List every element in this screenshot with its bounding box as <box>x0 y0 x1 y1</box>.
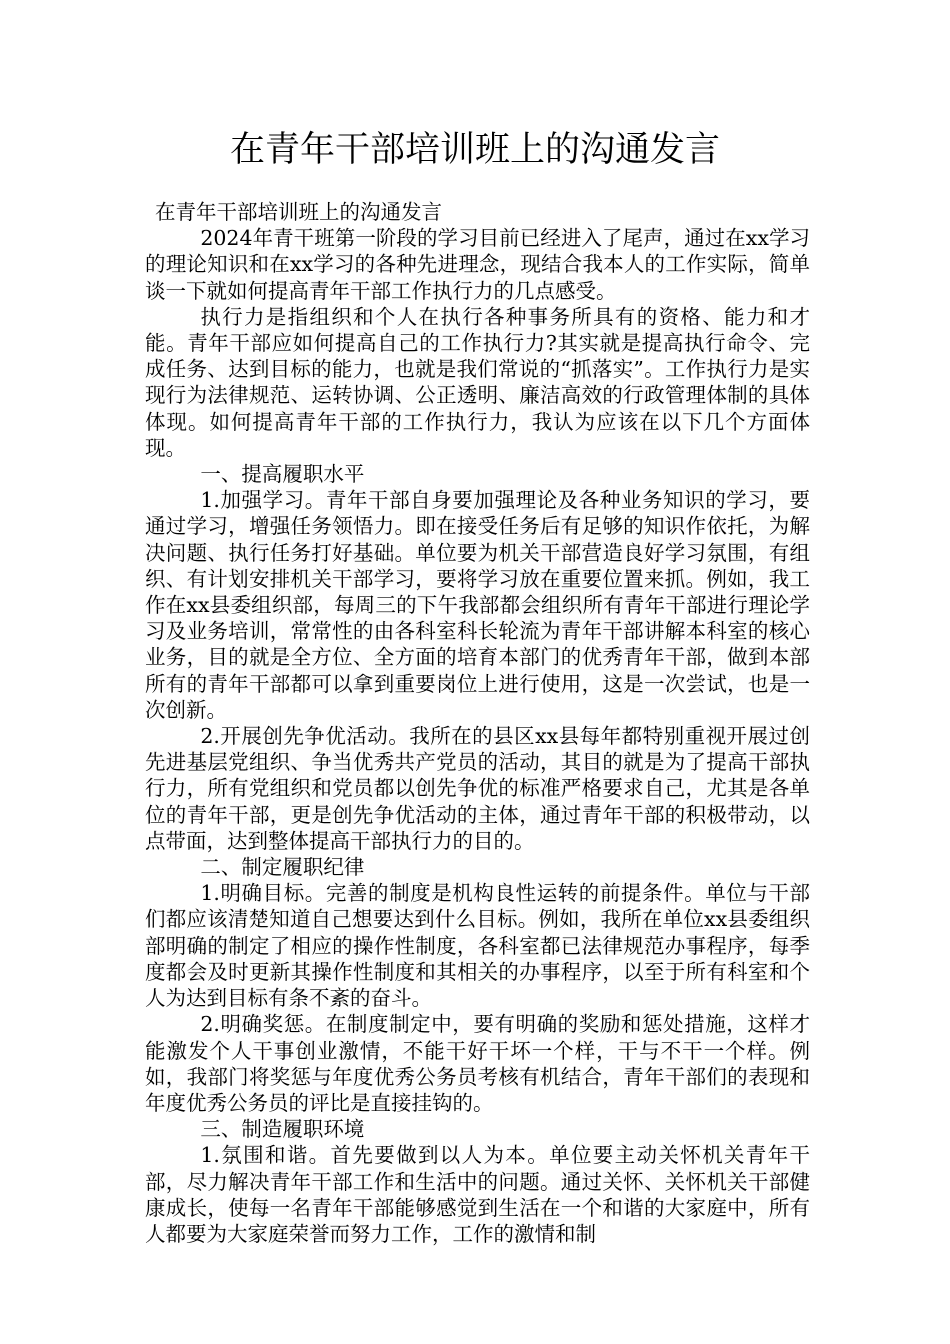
paragraph-harmonious-atmosphere: 1.氛围和谐。首先要做到以人为本。单位要主动关怀机关青年干部，尽力解决青年干部工作和生活中的问题。通过关怀、关怀机关干部健康成长，使每一名青年干部能够感觉到生活在一个和谐的大家庭中，所有人都要为大家庭荣誉而努力工作，工作的激情和制 <box>145 1143 810 1246</box>
section-heading-2: 二、制定履职纪律 <box>200 855 365 880</box>
paragraph-intro: 2024年青干班第一阶段的学习目前已经进入了尾声，通过在xx学习的理论知识和在xx学习的各种先进理念，现结合我本人的工作实际，简单谈一下就如何提高青年干部工作执行力的几点感受。 <box>145 226 810 303</box>
paragraph-rewards-penalties: 2.明确奖惩。在制度制定中，要有明确的奖励和惩处措施，这样才能激发个人干事创业激情，不能干好干坏一个样，干与不干一个样。例如，我部门将奖惩与年度优秀公务员考核有机结合，青年干部们的表现和年度优秀公务员的评比是直接挂钩的。 <box>145 1012 810 1115</box>
document-body <box>145 199 810 1247</box>
paragraph-clear-goals: 1.明确目标。完善的制度是机构良性运转的前提条件。单位与干部们都应该清楚知道自己想要达到什么目标。例如，我所在单位xx县委组织部明确的制定了相应的操作性制度，各科室都已法律规范办事程序，每季度都会及时更新其操作性制度和其相关的办事程序，以至于所有科室和个人为达到目标有条不紊的奋斗。 <box>145 881 810 1011</box>
paragraph-strengthen-learning: 1.加强学习。青年干部自身要加强理论及各种业务知识的学习，要通过学习，增强任务领悟力。即在接受任务后有足够的知识作依托，为解决问题、执行任务打好基础。单位要为机关干部营造良好学习氛围，有组织、有计划安排机关干部学习，要将学习放在重要位置来抓。例如，我工作在xx县委组织部，每周三的下午我部都会组织所有青年干部进行理论学习及业务培训，常常性的由各科室科长轮流为青年干部讲解本科室的核心业务，目的就是全方位、全方面的培育本部门的优秀青年干部，做到本部所有的青年干部都可以拿到重要岗位上进行使用，这是一次尝试，也是一次创新。 <box>145 488 810 722</box>
section-heading-1: 一、提高履职水平 <box>200 462 365 487</box>
paragraph-excellence-activity: 2.开展创先争优活动。我所在的县区xx县每年都特别重视开展过创先进基层党组织、争当优秀共产党员的活动，其目的就是为了提高干部执行力，所有党组织和党员都以创先争优的标准严格要求自己，尤其是各单位的青年干部，更是创先争优活动的主体，通过青年干部的积极带动，以点带面，达到整体提高干部执行力的目的。 <box>145 724 810 853</box>
paragraph-execution-definition: 执行力是指组织和个人在执行各种事务所具有的资格、能力和才能。青年干部应如何提高自己的工作执行力?其实就是提高执行命令、完成任务、达到目标的能力，也就是我们常说的“抓落实”。工作执行力是实现行为法律规范、运转协调、公正透明、廉洁高效的行政管理体制的具体体现。如何提高青年干部的工作执行力，我认为应该在以下几个方面体现。 <box>145 304 810 460</box>
document-title: 在青年干部培训班上的沟通发言 <box>229 130 720 170</box>
document-subtitle: 在青年干部培训班上的沟通发言 <box>155 200 442 224</box>
section-heading-3: 三、制造履职环境 <box>200 1117 365 1142</box>
